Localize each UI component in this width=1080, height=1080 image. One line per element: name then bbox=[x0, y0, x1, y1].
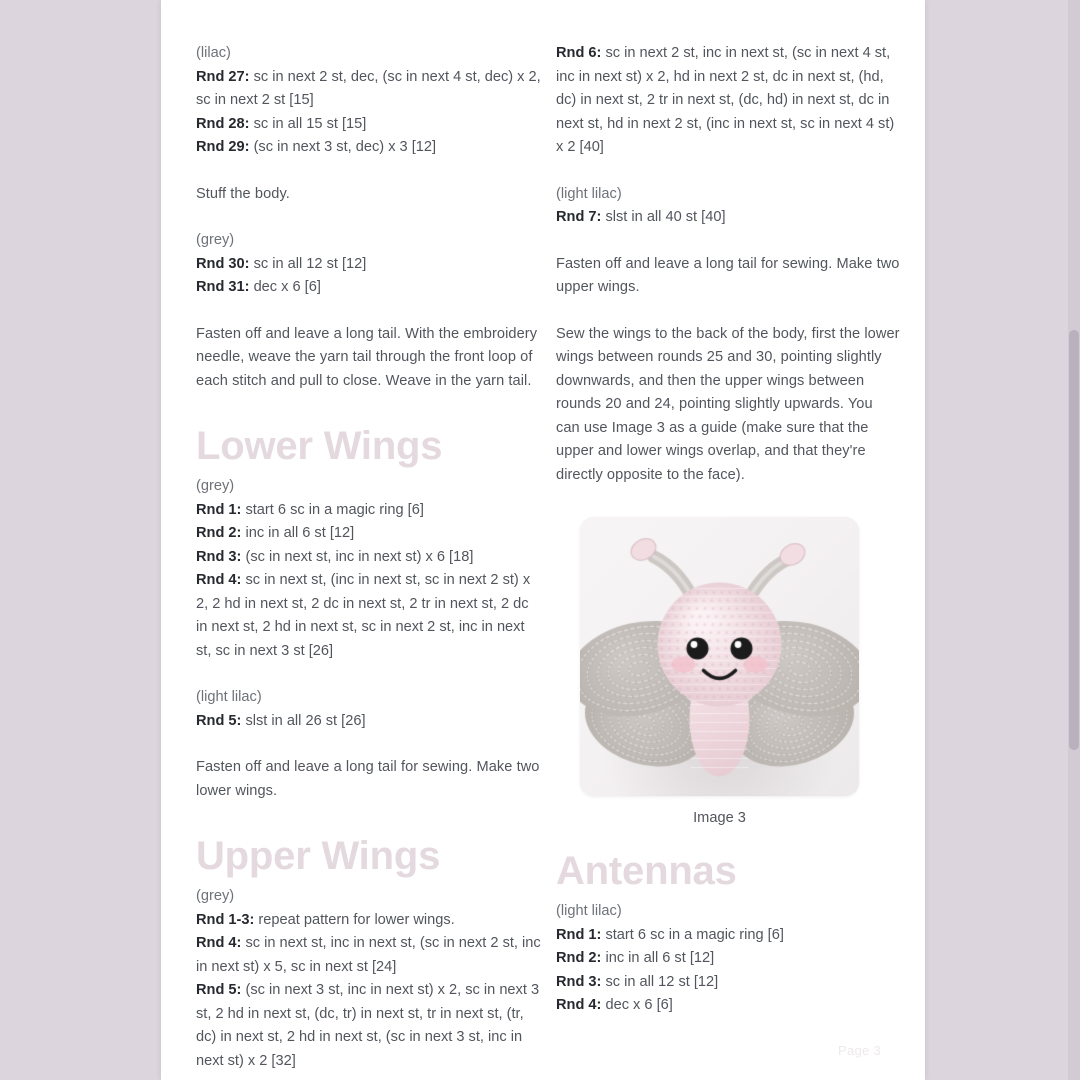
round-instruction-text: dec x 6 [6] bbox=[249, 279, 321, 295]
paragraph-spacer bbox=[196, 663, 543, 686]
round-instruction-text: start 6 sc in a magic ring [6] bbox=[601, 926, 784, 943]
round-label: Rnd 29: bbox=[196, 139, 250, 155]
heading-lower-wings: Lower Wings bbox=[196, 424, 443, 468]
round-instruction-text: (sc in next st, inc in next st) x 6 [18] bbox=[241, 548, 474, 565]
yarn-color-note: (lilac) bbox=[196, 45, 231, 61]
round-instruction-text: sc in next st, (inc in next st, sc in next 2 st) x 2, 2 hd in next st, 2 dc in next st, 2 tr in next st, 2 dc in next st, 2 hd in next st, sc in next 2 st, inc in next st, sc in next 3 st [26] bbox=[196, 572, 531, 659]
paragraph-spacer bbox=[196, 160, 543, 183]
round-instruction-text: slst in all 26 st [26] bbox=[241, 712, 366, 729]
vertical-scrollbar-track[interactable] bbox=[1068, 0, 1080, 1080]
round-instruction-row bbox=[556, 947, 900, 971]
round-instruction-text: start 6 sc in a magic ring [6] bbox=[241, 501, 424, 518]
round-label: Rnd 1-3: bbox=[196, 911, 255, 928]
yarn-color-note: (grey) bbox=[196, 478, 235, 494]
round-instruction-row bbox=[196, 932, 543, 979]
round-instruction-text: dec x 6 [6] bbox=[601, 997, 673, 1013]
paragraph-spacer bbox=[196, 300, 543, 323]
round-instruction-row bbox=[196, 710, 543, 734]
round-instruction-text: (sc in next 3 st, dec) x 3 [12] bbox=[249, 139, 437, 155]
instruction-paragraph: Stuff the body. bbox=[196, 185, 290, 202]
round-instruction-row bbox=[196, 136, 543, 160]
round-instruction-row bbox=[196, 522, 543, 546]
round-instruction-text: sc in all 12 st [12] bbox=[601, 973, 719, 990]
heading-antennas: Antennas bbox=[556, 849, 737, 893]
right-text-column bbox=[556, 42, 904, 1018]
round-instruction-text: sc in next 2 st, dec, (sc in next 4 st, dec) x 2, sc in next 2 st [15] bbox=[196, 68, 541, 108]
round-label: Rnd 5: bbox=[196, 982, 242, 998]
instruction-paragraph: Fasten off and leave a long tail. With the embroidery needle, weave the yarn tail through the front loop of each stitch and pull to close. Weave in the yarn tail. bbox=[196, 325, 542, 389]
round-instruction-row bbox=[556, 924, 900, 948]
pattern-photo-block bbox=[580, 517, 859, 830]
paragraph-spacer bbox=[556, 300, 900, 323]
paragraph-spacer bbox=[556, 230, 900, 253]
round-instruction-row bbox=[196, 253, 543, 277]
paragraph-spacer bbox=[556, 160, 900, 183]
round-instruction-row bbox=[196, 499, 543, 523]
butterfly-photo-canvas bbox=[580, 517, 859, 796]
yarn-color-note: (light lilac) bbox=[196, 689, 262, 705]
round-instruction-row bbox=[556, 971, 900, 995]
round-label: Rnd 4: bbox=[196, 572, 242, 588]
round-label: Rnd 5: bbox=[196, 712, 242, 729]
round-label: Rnd 3: bbox=[196, 548, 242, 565]
instruction-paragraph: Sew the wings to the back of the body, first the lower wings between rounds 25 and 30, pointing slightly downwards, and then the upper wings between rounds 20 and 24, pointing slightly upwards. You can use Image 3 as a guide (make sure that the upper and lower wings overlap, and that they're directly opposite to the face). bbox=[556, 325, 904, 483]
round-label: Rnd 4: bbox=[196, 935, 242, 951]
page-number-footer: Page 3 bbox=[837, 1043, 881, 1058]
round-instruction-text: sc in all 12 st [12] bbox=[249, 255, 367, 272]
round-label: Rnd 4: bbox=[556, 997, 602, 1013]
yarn-color-note: (light lilac) bbox=[556, 903, 622, 919]
round-instruction-row bbox=[196, 66, 543, 113]
round-instruction-row bbox=[196, 113, 543, 137]
document-page-sheet bbox=[161, 0, 925, 1080]
round-instruction-row bbox=[196, 569, 543, 663]
round-instruction-text: sc in next 2 st, inc in next st, (sc in next 4 st, inc in next st) x 2, hd in next 2 st, dc in next st, (hd, dc) in next st, 2 tr in next st, (dc, hd) in next st, dc in next st, hd in next 2 st, (inc in next st, sc in next 4 st) x 2 [40] bbox=[556, 45, 895, 155]
page-content-area bbox=[161, 0, 925, 1080]
round-instruction-row bbox=[196, 546, 543, 570]
round-instruction-text: inc in all 6 st [12] bbox=[241, 525, 355, 541]
round-label: Rnd 31: bbox=[196, 279, 250, 295]
yarn-color-note: (light lilac) bbox=[556, 185, 622, 202]
round-label: Rnd 1: bbox=[196, 501, 242, 518]
round-instruction-text: repeat pattern for lower wings. bbox=[254, 911, 455, 928]
round-instruction-row bbox=[556, 42, 900, 160]
round-instruction-row bbox=[196, 979, 543, 1073]
round-instruction-text: slst in all 40 st [40] bbox=[601, 209, 726, 225]
photo-caption: Image 3 bbox=[693, 810, 746, 826]
round-label: Rnd 2: bbox=[196, 525, 242, 541]
round-instruction-row bbox=[556, 994, 900, 1018]
round-instruction-row bbox=[556, 206, 900, 230]
round-instruction-row bbox=[196, 909, 543, 933]
round-instruction-text: sc in all 15 st [15] bbox=[249, 115, 367, 132]
round-instruction-text: (sc in next 3 st, inc in next st) x 2, sc in next 3 st, 2 hd in next st, (dc, tr) in next st, tr in next st, (tr, dc) in next st, 2 hd in next st, (sc in next 3 st, inc in next st) x 2 [32] bbox=[196, 982, 540, 1069]
left-text-column bbox=[196, 42, 543, 1073]
round-label: Rnd 7: bbox=[556, 209, 602, 225]
paragraph-spacer bbox=[196, 733, 543, 756]
round-label: Rnd 30: bbox=[196, 255, 250, 272]
yarn-color-note: (grey) bbox=[196, 232, 235, 248]
round-label: Rnd 1: bbox=[556, 926, 602, 943]
round-label: Rnd 27: bbox=[196, 68, 250, 85]
round-instruction-text: inc in all 6 st [12] bbox=[601, 950, 715, 966]
butterfly-photo bbox=[580, 517, 859, 796]
paragraph-spacer bbox=[196, 206, 543, 229]
instruction-paragraph: Fasten off and leave a long tail for sewing. Make two upper wings. bbox=[556, 255, 904, 295]
round-label: Rnd 28: bbox=[196, 115, 250, 132]
round-label: Rnd 2: bbox=[556, 950, 602, 966]
round-label: Rnd 3: bbox=[556, 973, 602, 990]
yarn-color-note: (grey) bbox=[196, 888, 235, 904]
instruction-paragraph: Fasten off and leave a long tail for sewing. Make two lower wings. bbox=[196, 759, 544, 799]
round-instruction-row bbox=[196, 276, 543, 300]
round-instruction-text: sc in next st, inc in next st, (sc in next 2 st, inc in next st) x 5, sc in next st [24] bbox=[196, 935, 541, 975]
heading-upper-wings: Upper Wings bbox=[196, 834, 441, 878]
round-label: Rnd 6: bbox=[556, 45, 602, 61]
vertical-scrollbar-thumb[interactable] bbox=[1069, 330, 1079, 750]
